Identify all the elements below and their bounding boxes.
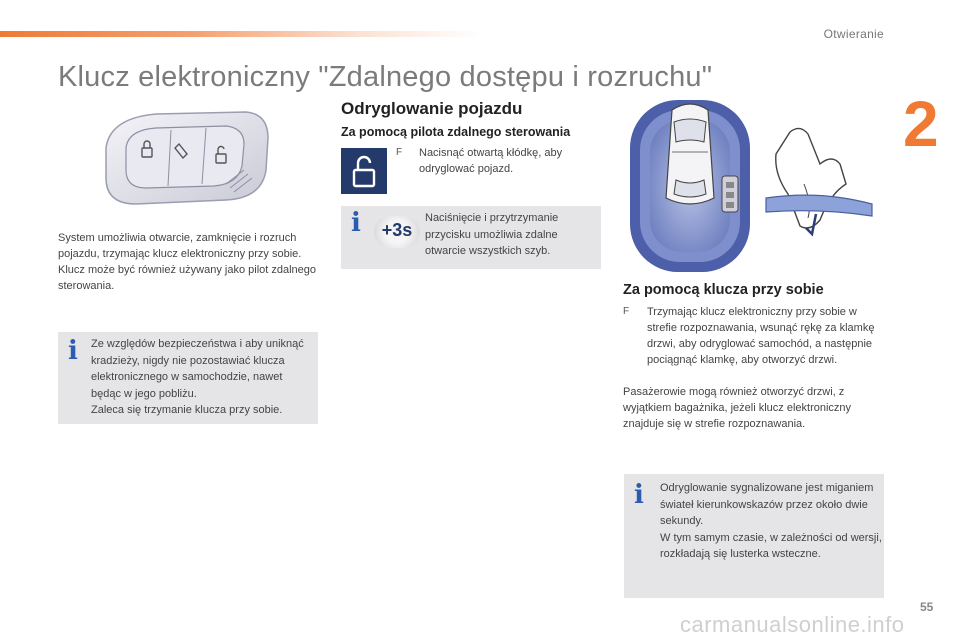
keyless-step-text: Trzymając klucz elektroniczny przy sobie w strefie rozpoznawania, wsunąć rękę za klamkę drzwi, aby odryglować samochód, a następnie pociągnąć klamkę, aby otworzyć drzwi. [647,306,875,366]
info-security-text [91,336,311,419]
info-icon: i [68,336,78,366]
info-box-signal [624,474,884,598]
remote-subheading: Za pomocą pilota zdalnego sterowania [341,125,571,139]
info-windows-text: Naciśnięcie i przytrzymanie przycisku umożliwia zdalne otwarcie wszystkich szyb. [425,212,559,257]
unlock-button-icon [341,148,387,194]
bullet-marker: F [623,306,630,317]
page-number: 55 [920,600,934,614]
info-box-windows [341,206,601,269]
info-security-line1: Ze względów bezpieczeństwa i aby uniknąć kradzieży, nigdy nie pozostawiać klucza elektronicznego w samochodzie, nawet będąc w jego pobliżu. [91,338,304,400]
info-security-line2: Zaleca się trzymanie klucza przy sobie. [91,404,283,416]
info-icon: i [351,208,361,238]
key-fob-illustration [96,108,276,208]
unlock-heading: Odryglowanie pojazdu [341,99,523,118]
watermark: carmanualsonline.info [680,612,905,637]
recognition-zone-car-illustration [628,98,752,274]
info-signal-text [660,480,882,563]
hand-door-handle-illustration [760,124,880,244]
hold-3s-label: +3s [381,220,413,240]
keyless-step [623,304,885,368]
keyless-heading: Za pomocą klucza przy sobie [623,282,824,298]
remote-step [396,145,596,177]
intro-text: System umożliwia otwarcie, zamknięcie i rozruch pojazdu, trzymając klucz elektroniczny przy sobie. Klucz może być również używany jako pilot zdalnego sterowania. [58,232,317,292]
info-box-security [58,332,318,424]
bullet-marker: F [396,147,403,158]
section-name: Otwieranie [823,27,884,41]
info-signal-line2: W tym samym czasie, w zależności od wersji, rozkładają się lusterka wsteczne. [660,531,882,560]
info-signal-line1: Odryglowanie sygnalizowane jest miganiem świateł kierunkowskazów przez około dwie sekundy. [660,482,874,527]
remote-step-text: Nacisnąć otwartą kłódkę, aby odryglować pojazd. [419,147,563,175]
passengers-paragraph: Pasażerowie mogą również otworzyć drzwi, z wyjątkiem bagażnika, jeżeli klucz elektroniczny znajduje się w strefie rozpoznawania. [623,386,852,430]
chapter-number: 2 [903,88,939,160]
page-title: Klucz elektroniczny "Zdalnego dostępu i rozruchu" [58,61,713,93]
header-accent-bar [0,31,480,37]
info-icon: i [634,480,644,510]
